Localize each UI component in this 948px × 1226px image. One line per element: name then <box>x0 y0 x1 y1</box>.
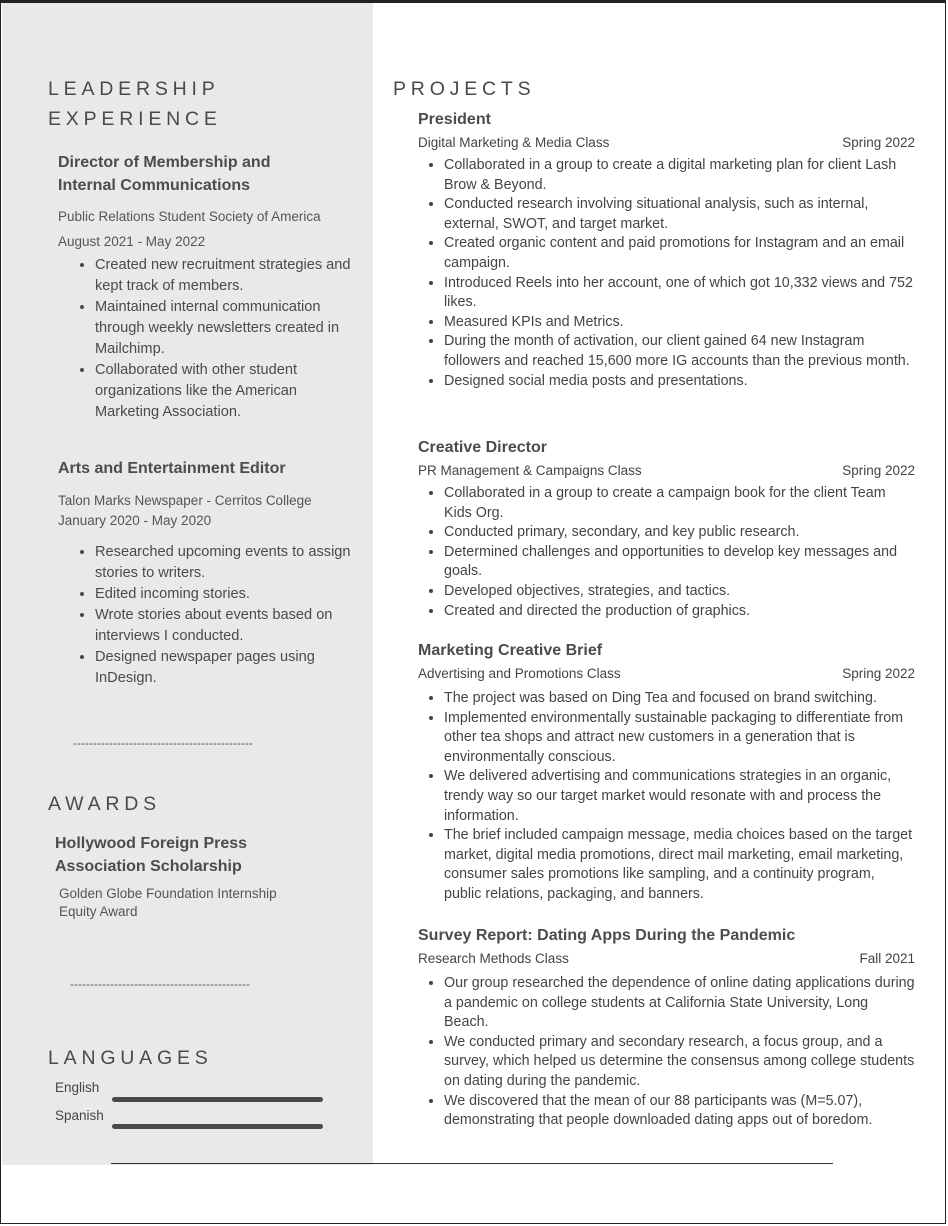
project-class: Research Methods Class <box>418 951 569 966</box>
role-dates: August 2021 - May 2022 <box>58 234 206 249</box>
list-item: • Designed social media posts and presentations. <box>444 372 915 392</box>
list-item: • Collaborated in a group to create a campaign book for the client Team Kids Org. <box>444 484 915 523</box>
list-item: • We conducted primary and secondary research, a focus group, and a survey, which helped us determine the consensus among college students on dating during the pandemic. <box>444 1033 915 1092</box>
leadership-role-2 <box>58 457 363 689</box>
languages-heading: LANGUAGES <box>48 1047 213 1069</box>
project-term: Spring 2022 <box>842 666 915 681</box>
list-item: • Introduced Reels into her account, one of which got 10,332 views and 752 likes. <box>444 274 915 313</box>
list-item: • Edited incoming stories. <box>95 584 363 605</box>
project-meta <box>418 950 915 968</box>
list-item: • Designed newspaper pages using InDesign. <box>95 647 363 689</box>
list-item: • Conducted research involving situational analysis, such as internal, external, SWOT, and target market. <box>444 195 915 234</box>
list-item: • The project was based on Ding Tea and focused on brand switching. <box>444 689 915 709</box>
list-item: • Measured KPIs and Metrics. <box>444 313 915 333</box>
award-description: Golden Globe Foundation Internship Equity Award <box>59 886 277 919</box>
role-org: Public Relations Student Society of America <box>58 209 321 224</box>
projects-heading: PROJECTS <box>393 78 536 100</box>
list-item: • Created organic content and paid promotions for Instagram and an email campaign. <box>444 234 915 273</box>
project-creative-director <box>418 438 915 621</box>
project-bullets <box>418 689 915 905</box>
language-spanish-label: Spanish <box>55 1108 104 1123</box>
list-item: • Collaborated in a group to create a digital marketing plan for client Lash Brow & Beyond. <box>444 156 915 195</box>
role-dates: January 2020 - May 2020 <box>58 513 212 528</box>
project-president <box>418 110 915 391</box>
language-english-label: English <box>55 1080 100 1095</box>
project-title: Creative Director <box>418 439 547 456</box>
section-divider: --------------------------------------------- <box>70 977 250 991</box>
list-item: • The brief included campaign message, media choices based on the target market, digital media promotions, direct mail marketing, email marketing, consumer sales promotions like sampling, and a continuity program, public relations, packaging, and banners. <box>444 826 915 904</box>
list-item: • Collaborated with other student organizations like the American Marketing Association. <box>95 360 363 423</box>
award-title: Hollywood Foreign Press Association Scholarship <box>55 835 248 875</box>
list-item: • Determined challenges and opportunities to develop key messages and goals. <box>444 543 915 582</box>
list-item: • Created new recruitment strategies and kept track of members. <box>95 255 363 297</box>
award-entry <box>55 832 355 921</box>
list-item: • During the month of activation, our client gained 64 new Instagram followers and reached 15,600 more IG accounts than the previous month. <box>444 332 915 371</box>
list-item: • Researched upcoming events to assign stories to writers. <box>95 542 363 584</box>
project-title: Marketing Creative Brief <box>418 642 603 659</box>
project-title: President <box>418 111 491 128</box>
awards-heading: AWARDS <box>48 793 161 815</box>
role-org: Talon Marks Newspaper - Cerritos College <box>58 493 312 508</box>
list-item: • Developed objectives, strategies, and tactics. <box>444 582 915 602</box>
list-item: • We discovered that the mean of our 88 participants was (M=5.07), demonstrating that people downloaded dating apps out of boredom. <box>444 1092 915 1131</box>
role-title: Director of Membership and Internal Communications <box>58 154 271 194</box>
language-english-bar <box>112 1097 323 1102</box>
list-item: • We delivered advertising and communications strategies in an organic, trendy way so our target market would resonate with and process the information. <box>444 767 915 826</box>
role-bullets <box>58 542 363 689</box>
list-item: • Our group researched the dependence of online dating applications during a pandemic on college students at California State University, Long Beach. <box>444 974 915 1033</box>
language-spanish-bar <box>112 1124 323 1129</box>
project-term: Spring 2022 <box>842 135 915 150</box>
project-term: Fall 2021 <box>859 951 915 966</box>
project-bullets <box>418 156 915 391</box>
role-bullets <box>58 255 363 423</box>
project-survey-report <box>418 926 915 1131</box>
list-item: • Conducted primary, secondary, and key public research. <box>444 523 915 543</box>
project-title: Survey Report: Dating Apps During the Pandemic <box>418 927 796 944</box>
project-marketing-creative-brief <box>418 641 915 905</box>
project-bullets <box>418 974 915 1131</box>
project-meta <box>418 665 915 683</box>
list-item: • Maintained internal communication through weekly newsletters created in Mailchimp. <box>95 297 363 360</box>
project-class: Advertising and Promotions Class <box>418 666 621 681</box>
role-title: Arts and Entertainment Editor <box>58 460 286 477</box>
project-meta <box>418 462 915 480</box>
project-bullets <box>418 484 915 621</box>
project-term: Spring 2022 <box>842 463 915 478</box>
project-class: PR Management & Campaigns Class <box>418 463 642 478</box>
leadership-role-1 <box>58 151 363 423</box>
project-meta <box>418 134 915 152</box>
section-divider: --------------------------------------------- <box>73 736 253 750</box>
leadership-heading: LEADERSHIP EXPERIENCE <box>48 78 222 130</box>
project-class: Digital Marketing & Media Class <box>418 135 610 150</box>
list-item: • Wrote stories about events based on interviews I conducted. <box>95 605 363 647</box>
bottom-rule <box>111 1163 833 1164</box>
list-item: • Created and directed the production of graphics. <box>444 602 915 622</box>
list-item: • Implemented environmentally sustainable packaging to differentiate from other tea shops and attract new customers in a generation that is environmentally conscious. <box>444 709 915 768</box>
